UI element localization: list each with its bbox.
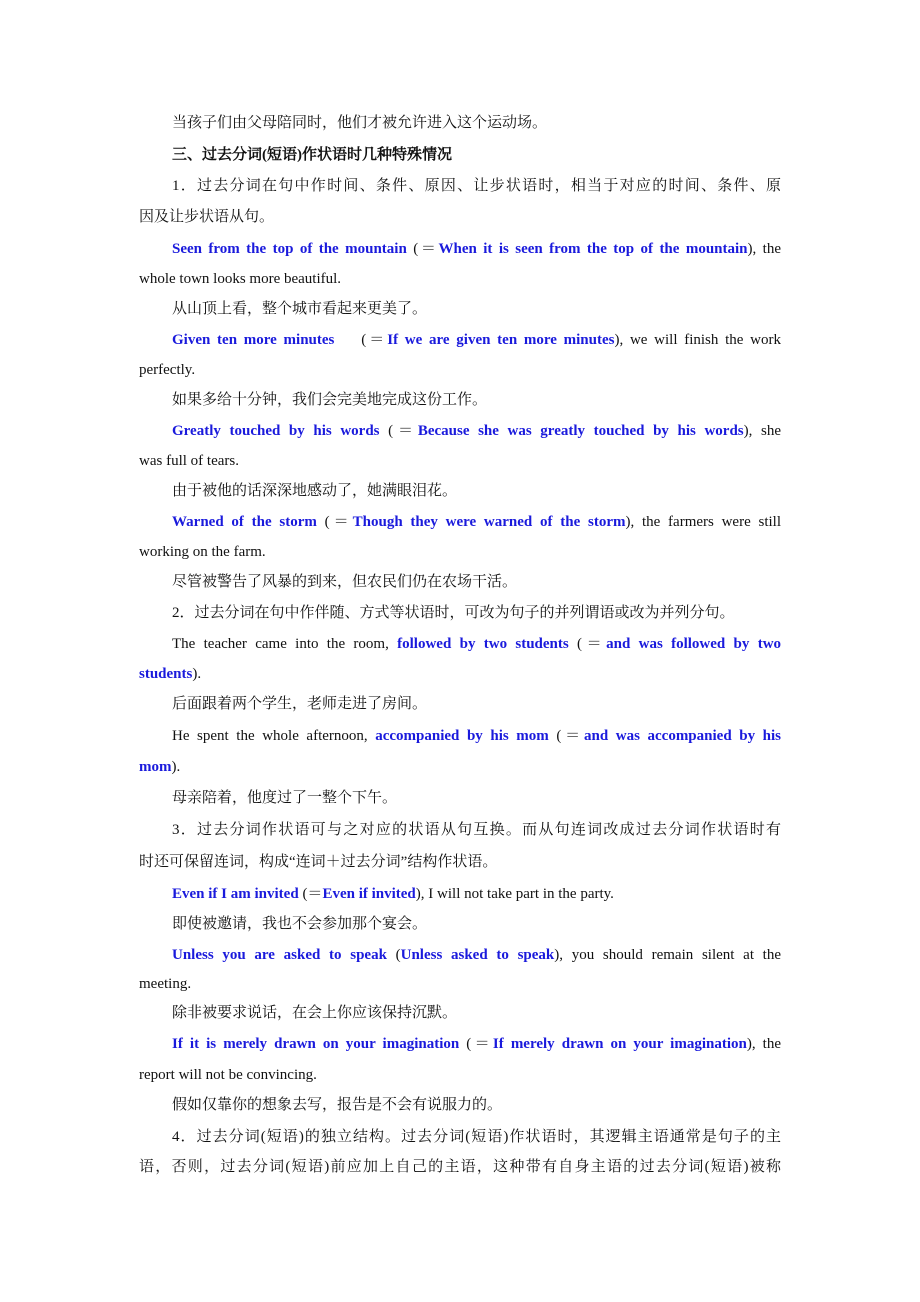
sentence-text: ), you should remain silent at the [554,947,782,963]
highlight-phrase: Even if I am invited [172,886,299,902]
paren-text: ( [386,947,401,963]
sentence-text: ), the [747,241,782,257]
sentence-text: meeting. [139,976,192,992]
sentence-text: The teacher came into the room, [172,636,398,652]
paren-text: (＝ [316,514,353,530]
translation-line: 尽管被警告了风暴的到来，但农民们仍在农场干活。 [172,574,518,590]
highlight-phrase: students [139,666,193,682]
example-sentence [172,239,781,259]
translation-line: 由于被他的话深深地感动了，她满眼泪花。 [172,483,458,499]
translation-line: 从山顶上看，整个城市看起来更美了。 [172,301,428,317]
text-line: 当孩子们由父母陪同时，他们才被允许进入这个运动场。 [172,115,548,131]
sentence-text: ), she [743,423,782,439]
paren-text: (＝ [406,241,439,257]
paragraph-line: 3．过去分词作状语可与之对应的状语从句互换。而从句连词改成过去分词作状语时有 [172,822,781,838]
paren-text: (＝ [379,423,418,439]
sentence-text: report will not be convincing. [139,1067,317,1083]
translation-line: 除非被要求说话，在会上你应该保持沉默。 [172,1005,458,1021]
example-sentence [172,945,781,965]
highlight-phrase: accompanied by his mom [375,728,549,744]
sentence-text: He spent the whole afternoon, [172,728,376,744]
highlight-phrase: followed by two students [397,636,569,652]
sentence-text: ), I will not take part in the party. [415,886,614,902]
paragraph-line: 2．过去分词在句中作伴随、方式等状语时，可改为句子的并列谓语或改为并列分句。 [172,605,735,621]
sentence-text: ), we will finish the work [614,332,781,348]
translation-line: 即使被邀请，我也不会参加那个宴会。 [172,916,428,932]
paren-text: (＝ [298,886,323,902]
paren-text: ). [192,666,202,682]
highlight-phrase: If it is merely drawn on your imagination [172,1036,460,1052]
paragraph-line: 1．过去分词在句中作时间、条件、原因、让步状语时，相当于对应的时间、条件、原 [172,178,781,194]
highlight-phrase: Warned of the storm [172,514,317,530]
sentence-text: ), the [746,1036,781,1052]
translation-line: 假如仅靠你的想象去写，报告是不会有说服力的。 [172,1097,503,1113]
sentence-text: whole town looks more beautiful. [139,271,342,287]
sentence-text: ), the farmers were still [625,514,781,530]
highlight-phrase: Though they were warned of the storm [352,514,626,530]
example-sentence [172,1034,781,1054]
example-sentence [172,330,781,350]
sentence-text: working on the farm. [139,544,266,560]
paren-text: ). [171,759,181,775]
paren-text: (＝ [334,332,388,348]
section-heading: 三、过去分词(短语)作状语时几种特殊情况 [172,147,452,163]
paragraph-line: 4．过去分词(短语)的独立结构。过去分词(短语)作状语时，其逻辑主语通常是句子的主 [172,1129,781,1145]
highlight-phrase: Greatly touched by his words [172,423,380,439]
highlight-phrase: Unless you are asked to speak [172,947,387,963]
sentence-text: perfectly. [139,362,196,378]
translation-line: 后面跟着两个学生，老师走进了房间。 [172,696,428,712]
highlight-phrase: Unless asked to speak [400,947,555,963]
highlight-phrase: and was followed by two [606,636,782,652]
example-sentence [172,634,781,654]
highlight-phrase: Even if invited [322,886,416,902]
paragraph-line: 语，否则，过去分词(短语)前应加上自己的主语，这种带有自身主语的过去分词(短语)被称 [139,1159,781,1175]
highlight-phrase: If we are given ten more minutes [387,332,615,348]
example-sentence [172,512,781,532]
highlight-phrase: Seen from the top of the mountain [172,241,407,257]
highlight-phrase: mom [139,759,172,775]
example-sentence [172,726,781,746]
paren-text: (＝ [459,1036,493,1052]
highlight-phrase: Given ten more minutes [172,332,335,348]
paren-text: (＝ [548,728,584,744]
highlight-phrase: and was accompanied by his [584,728,781,744]
example-sentence [172,421,781,441]
translation-line: 如果多给十分钟，我们会完美地完成这份工作。 [172,392,488,408]
highlight-phrase: If merely drawn on your imagination [492,1036,747,1052]
paragraph-line: 因及让步状语从句。 [139,209,275,225]
highlight-phrase: When it is seen from the top of the mountain [438,241,748,257]
sentence-text [139,757,781,777]
paragraph-line: 时还可保留连词，构成“连词＋过去分词”结构作状语。 [139,854,498,870]
sentence-text: was full of tears. [139,453,239,469]
translation-line: 母亲陪着，他度过了一整个下午。 [172,790,398,806]
highlight-phrase: Because she was greatly touched by his words [417,423,744,439]
example-sentence [172,884,781,904]
sentence-text [139,664,781,684]
paren-text: (＝ [568,636,607,652]
